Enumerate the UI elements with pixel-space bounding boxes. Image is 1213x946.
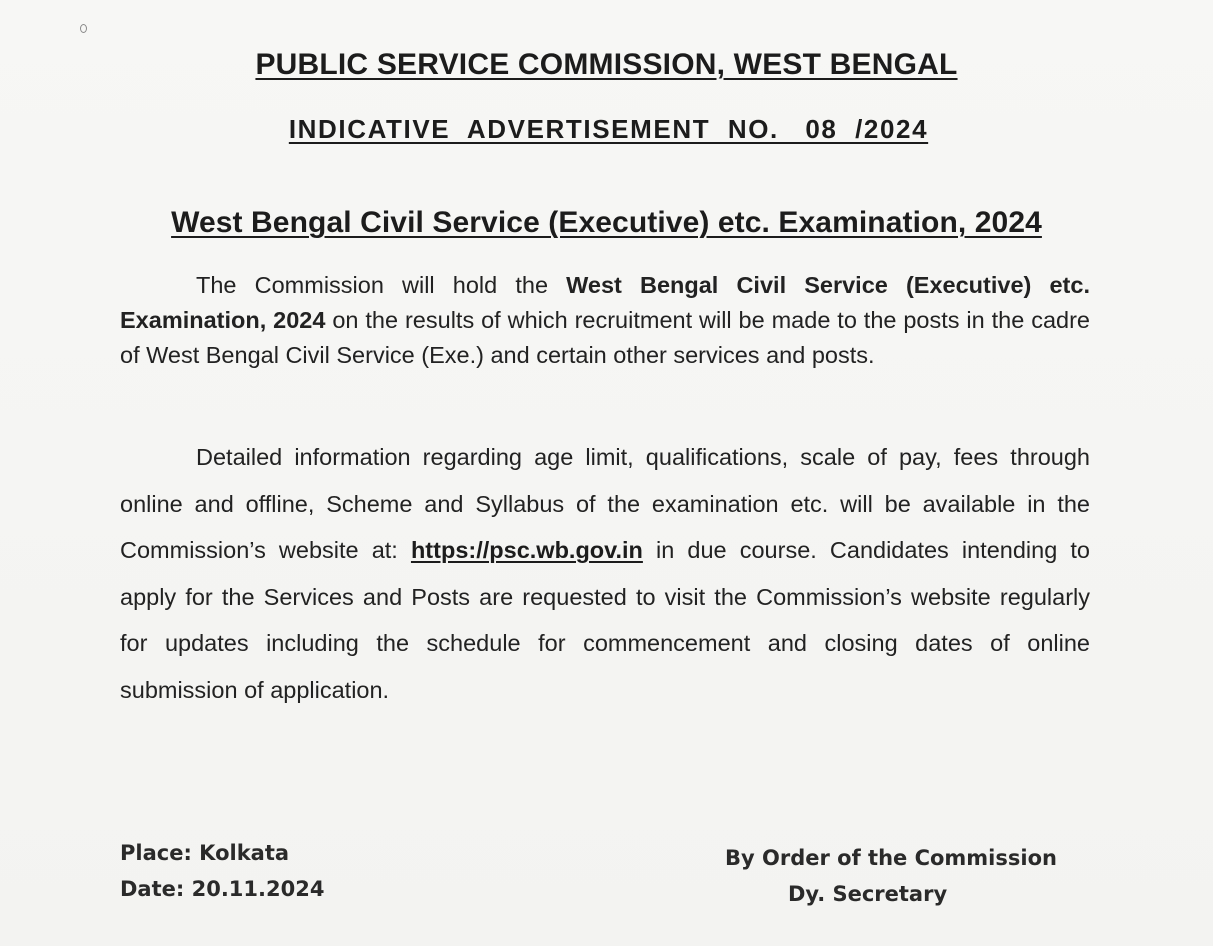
exam-title-heading [0,206,1213,240]
place-label: Place: Kolkata [120,841,290,865]
advertisement-number: INDICATIVE ADVERTISEMENT NO. 08 /2024 [288,114,929,144]
paragraph-announcement [120,268,1090,373]
paragraph1-exam-name: West Bengal Civil Service (Executive) etc. Examination, 2024 [120,272,1090,333]
paragraph2-lead: Detailed information regarding age limit, qualifications, scale of pay, fees through online and offline, Scheme and Syllabus of the examination etc. will be available in the Commission’s website at: [120,444,1090,563]
order-label: By Order of the Commission [725,846,1057,870]
date-label: Date: 20.11.2024 [120,877,325,901]
organization-heading [0,48,1213,82]
paragraph1-lead: The Commission will hold the [196,272,567,298]
advertisement-heading [2,114,1213,145]
organization-name: PUBLIC SERVICE COMMISSION, WEST BENGAL [255,48,958,81]
exam-title: West Bengal Civil Service (Executive) etc. Examination, 2024 [171,206,1042,239]
paragraph2-rest: in due course. Candidates intending to apply for the Services and Posts are requested to visit the Commission’s website regularly for updates including the schedule for commencement and closing dates of online submission of application. [120,537,1090,703]
website-link[interactable]: https://psc.wb.gov.in [410,537,643,563]
signatory-label: Dy. Secretary [788,882,948,906]
scan-mark [80,24,87,33]
paragraph1-rest: on the results of which recruitment will be made to the posts in the cadre of West Bengal Civil Service (Exe.) and certain other services and posts. [120,307,1090,368]
paragraph-details [120,434,1090,713]
